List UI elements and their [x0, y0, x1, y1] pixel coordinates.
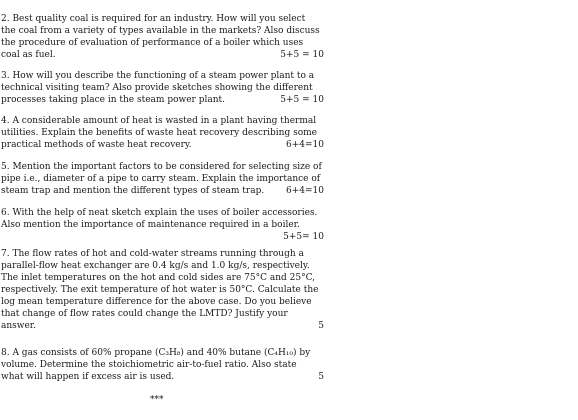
marks-label: 6+4=10 [286, 186, 324, 196]
question-line: Also mention the importance of maintenance required in a boiler. [1, 220, 300, 230]
question-line: utilities. Explain the benefits of waste heat recovery describing some [1, 128, 318, 138]
marks-label: 5 [318, 372, 324, 382]
question-last-line [1, 49, 327, 61]
question-last-line [1, 371, 327, 383]
marks-label: 6+4=10 [286, 140, 324, 150]
question-line: 6. With the help of neat sketch explain the uses of boiler accessories. [1, 208, 318, 218]
question-line: parallel-flow heat exchanger are 0.4 kg/s and 1.0 kg/s, respectively. [1, 261, 310, 271]
question-line: practical methods of waste heat recovery. [1, 140, 192, 150]
question-5 [1, 161, 327, 197]
question-line: coal as fuel. [1, 50, 56, 60]
question-line: that change of flow rates could change the LMTD? Justify your [1, 309, 288, 319]
question-line: 3. How will you describe the functioning of a steam power plant to a [1, 71, 315, 81]
question-line: The inlet temperatures on the hot and cold sides are 75°C and 25°C, [1, 273, 315, 283]
question-8 [1, 347, 327, 383]
question-line: what will happen if excess air is used. [1, 372, 175, 382]
question-last-line [1, 320, 327, 332]
question-line: pipe i.e., diameter of a pipe to carry steam. Explain the importance of [1, 174, 321, 184]
question-last-line [1, 185, 327, 197]
question-4 [1, 115, 327, 151]
question-2 [1, 13, 327, 61]
question-last-line [1, 231, 327, 243]
marks-label: 5+5 = 10 [280, 50, 324, 60]
question-line: respectively. The exit temperature of hot water is 50°C. Calculate the [1, 285, 319, 295]
marks-label: 5 [318, 321, 324, 331]
question-line: volume. Determine the stoichiometric air-to-fuel ratio. Also state [1, 360, 297, 370]
question-line: processes taking place in the steam power plant. [1, 95, 225, 105]
question-line: 4. A considerable amount of heat is wasted in a plant having thermal [1, 116, 317, 126]
question-line: 7. The flow rates of hot and cold-water streams running through a [1, 249, 304, 259]
question-line: log mean temperature difference for the above case. Do you believe [1, 297, 312, 307]
question-line: 2. Best quality coal is required for an industry. How will you select [1, 14, 306, 24]
marks-label: 5+5 = 10 [280, 95, 324, 105]
question-line: 5. Mention the important factors to be considered for selecting size of [1, 162, 322, 172]
question-line: answer. [1, 321, 36, 331]
question-line: 8. A gas consists of 60% propane (C₃H₈) and 40% butane (C₄H₁₀) by [1, 348, 311, 358]
question-6 [1, 207, 327, 243]
question-line: steam trap and mention the different types of steam trap. [1, 186, 265, 196]
question-3 [1, 70, 327, 106]
question-last-line [1, 139, 327, 151]
question-line: the procedure of evaluation of performance of a boiler which uses [1, 38, 304, 48]
end-of-paper-mark: *** [150, 395, 164, 405]
question-last-line [1, 94, 327, 106]
question-line: technical visiting team? Also provide sketches showing the different [1, 83, 313, 93]
question-7 [1, 248, 327, 332]
marks-label: 5+5= 10 [283, 232, 324, 242]
question-line: the coal from a variety of types available in the markets? Also discuss [1, 26, 320, 36]
